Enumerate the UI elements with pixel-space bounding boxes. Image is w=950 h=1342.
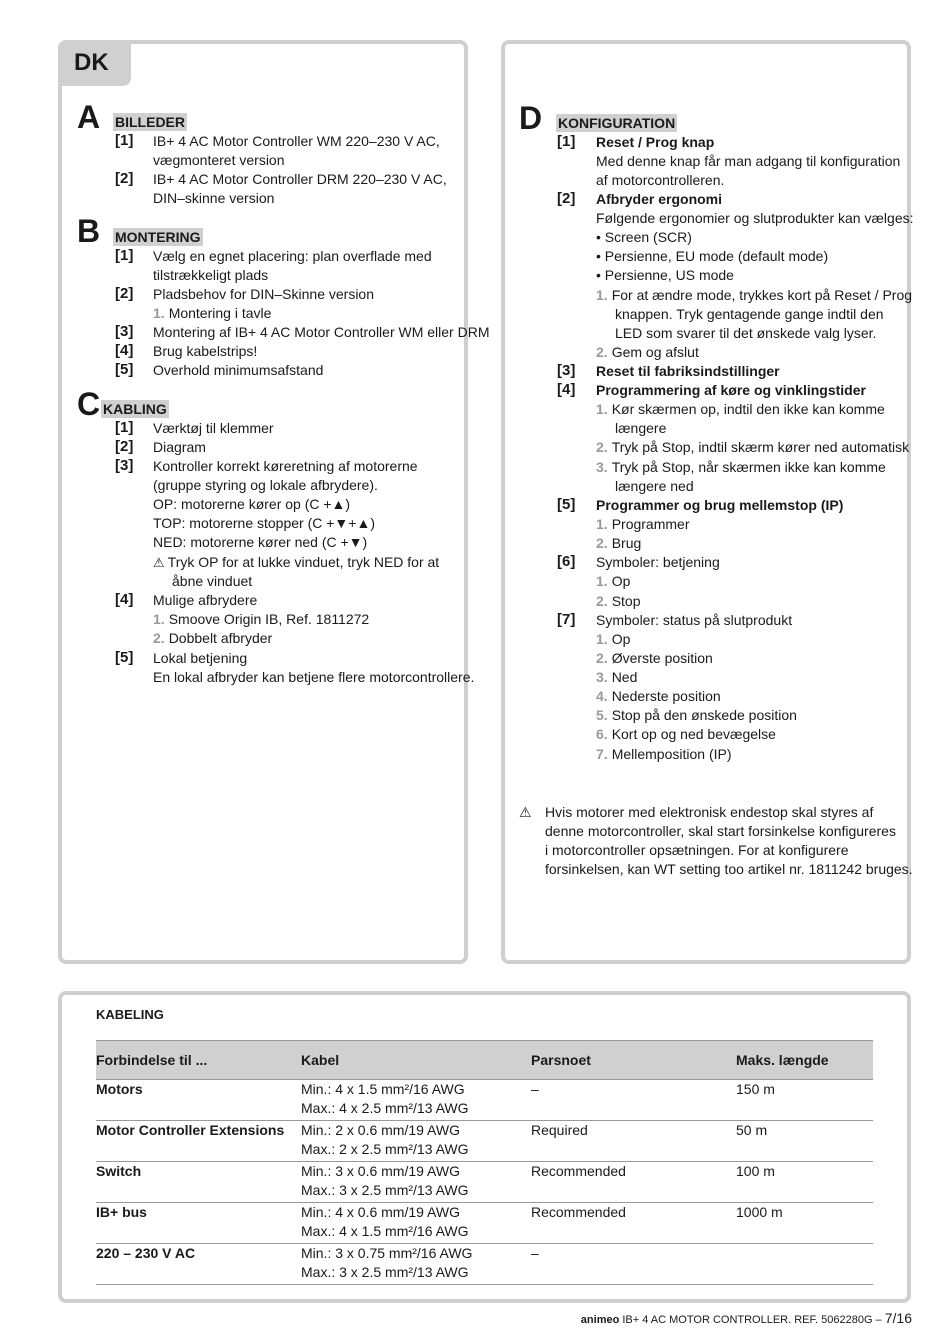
sub-text: Kort op og ned bevægelse bbox=[611, 726, 776, 742]
item-text: Symboler: betjening bbox=[596, 554, 720, 570]
item-number: [3] bbox=[557, 362, 576, 379]
footer-text: IB+ 4 AC MOTOR CONTROLLER. REF. 5062280G – bbox=[619, 1314, 885, 1326]
sub-number: 7. bbox=[596, 746, 608, 762]
sub-number: 1. bbox=[596, 516, 608, 532]
sub-item bbox=[596, 515, 689, 534]
item-text: (gruppe styring og lokale afbrydere). bbox=[153, 477, 378, 493]
table-row bbox=[96, 1080, 873, 1121]
sub-number: 2. bbox=[596, 593, 608, 609]
warning-text: Tryk OP for at lukke vinduet, tryk NED for at bbox=[167, 554, 440, 570]
table-title: KABELING bbox=[96, 1007, 164, 1022]
item-text: Overhold minimumsafstand bbox=[153, 362, 324, 378]
sub-item bbox=[153, 304, 271, 323]
cable-max: Max.: 3 x 2.5 mm²/13 AWG bbox=[301, 1182, 469, 1199]
cable-min: Min.: 2 x 0.6 mm/19 AWG bbox=[301, 1122, 460, 1138]
sub-text: Programmer bbox=[611, 516, 690, 532]
sub-number: 2. bbox=[153, 630, 165, 646]
warning-icon: ⚠ bbox=[153, 555, 165, 570]
header-cable: Kabel bbox=[301, 1041, 531, 1080]
note-text: i motorcontroller opsætningen. For at konfigurere bbox=[545, 842, 849, 858]
item-text: Følgende ergonomier og slutprodukter kan vælges: bbox=[596, 210, 914, 226]
length-cell: 150 m bbox=[736, 1080, 873, 1121]
sub-number: 1. bbox=[596, 631, 608, 647]
sub-number: 2. bbox=[596, 344, 608, 360]
item-heading: Programmering af køre og vinklingstider bbox=[596, 382, 866, 398]
length-cell: 100 m bbox=[736, 1162, 873, 1203]
cable-cell bbox=[301, 1244, 531, 1285]
section-d-title: KONFIGURATION bbox=[558, 115, 676, 131]
bullet-item: • Persienne, EU mode (default mode) bbox=[596, 248, 829, 264]
section-c-title: KABLING bbox=[103, 401, 167, 417]
item-text: tilstrækkeligt plads bbox=[153, 267, 269, 283]
sub-item bbox=[596, 725, 776, 744]
item-text: Kontroller korrekt køreretning af motorerne bbox=[153, 458, 418, 474]
cable-min: Min.: 3 x 0.6 mm/19 AWG bbox=[301, 1163, 460, 1179]
sub-item bbox=[596, 668, 637, 687]
item-number: [2] bbox=[115, 170, 134, 187]
bullet-item: • Screen (SCR) bbox=[596, 229, 692, 245]
sub-number: 4. bbox=[596, 688, 608, 704]
item-heading: Programmer og brug mellemstop (IP) bbox=[596, 497, 844, 513]
cable-min: Min.: 4 x 0.6 mm/19 AWG bbox=[301, 1204, 460, 1220]
item-heading: Reset til fabriksindstillinger bbox=[596, 363, 780, 379]
sub-text: Dobbelt afbryder bbox=[168, 630, 273, 646]
sub-text: Kør skærmen op, indtil den ikke kan komme bbox=[611, 401, 885, 417]
cable-min: Min.: 3 x 0.75 mm²/16 AWG bbox=[301, 1245, 473, 1261]
sub-item bbox=[596, 745, 732, 764]
sub-number: 2. bbox=[596, 439, 608, 455]
sub-item bbox=[596, 649, 713, 668]
sub-text: Tryk på Stop, indtil skærm kører ned automatisk bbox=[611, 439, 910, 455]
sub-number: 2. bbox=[596, 650, 608, 666]
bullet-item: • Persienne, US mode bbox=[596, 267, 734, 283]
twisted-cell: Recommended bbox=[531, 1162, 736, 1203]
connection-cell: Motor Controller Extensions bbox=[96, 1121, 301, 1162]
sub-text: Montering i tavle bbox=[168, 305, 272, 321]
warning-line bbox=[153, 553, 439, 572]
item-number: [1] bbox=[115, 247, 134, 264]
connection-cell: IB+ bus bbox=[96, 1203, 301, 1244]
cable-max: Max.: 4 x 1.5 mm²/16 AWG bbox=[301, 1223, 469, 1240]
item-text: Vælg en egnet placering: plan overflade med bbox=[153, 248, 432, 264]
item-text: IB+ 4 AC Motor Controller DRM 220–230 V AC, bbox=[153, 171, 447, 187]
sub-number: 5. bbox=[596, 707, 608, 723]
sub-item bbox=[596, 400, 885, 419]
sub-number: 1. bbox=[153, 305, 165, 321]
cable-cell bbox=[301, 1080, 531, 1121]
cable-cell bbox=[301, 1203, 531, 1244]
table-header-row bbox=[96, 1041, 873, 1080]
op-line: OP: motorerne kører op (C +▲) bbox=[153, 496, 351, 512]
section-b-title: MONTERING bbox=[115, 229, 201, 245]
header-twisted: Parsnoet bbox=[531, 1041, 736, 1080]
length-cell: 50 m bbox=[736, 1121, 873, 1162]
table-row bbox=[96, 1162, 873, 1203]
item-text: Lokal betjening bbox=[153, 650, 248, 666]
sub-number: 1. bbox=[596, 287, 608, 303]
item-text: En lokal afbryder kan betjene flere motorcontrollere. bbox=[153, 669, 475, 685]
sub-text: Gem og afslut bbox=[611, 344, 699, 360]
section-a-letter: A bbox=[77, 99, 101, 135]
item-text: vægmonteret version bbox=[153, 152, 285, 168]
sub-item bbox=[153, 629, 272, 648]
cable-cell bbox=[301, 1162, 531, 1203]
item-number: [5] bbox=[115, 361, 134, 378]
sub-item bbox=[153, 610, 369, 629]
stop-line: TOP: motorerne stopper (C +▼+▲) bbox=[153, 515, 375, 531]
twisted-cell: Recommended bbox=[531, 1203, 736, 1244]
connection-cell: Motors bbox=[96, 1080, 301, 1121]
section-b-letter: B bbox=[77, 213, 101, 249]
sub-text: knappen. Tryk gentagende gange indtil den bbox=[615, 306, 884, 322]
item-text: DIN–skinne version bbox=[153, 190, 275, 206]
connection-cell: 220 – 230 V AC bbox=[96, 1244, 301, 1285]
sub-number: 2. bbox=[596, 535, 608, 551]
sub-text: LED som svarer til det ønskede valg lyser. bbox=[615, 325, 877, 341]
sub-text: Nederste position bbox=[611, 688, 721, 704]
item-number: [1] bbox=[557, 133, 576, 150]
sub-item bbox=[596, 592, 641, 611]
sub-number: 1. bbox=[596, 573, 608, 589]
cable-max: Max.: 4 x 2.5 mm²/13 AWG bbox=[301, 1100, 469, 1117]
section-a-title: BILLEDER bbox=[115, 114, 185, 130]
sub-item bbox=[596, 458, 886, 477]
sub-item bbox=[596, 438, 909, 457]
item-text: af motorcontrolleren. bbox=[596, 172, 725, 188]
note-text: denne motorcontroller, skal start forsinkelse konfigureres bbox=[545, 823, 896, 839]
twisted-cell: – bbox=[531, 1244, 736, 1285]
sub-text: Tryk på Stop, når skærmen ikke kan komme bbox=[611, 459, 886, 475]
sub-text: Op bbox=[611, 631, 631, 647]
item-number: [1] bbox=[115, 419, 134, 436]
connection-cell: Switch bbox=[96, 1162, 301, 1203]
sub-text: Øverste position bbox=[611, 650, 713, 666]
page-footer bbox=[581, 1310, 912, 1326]
section-d-letter: D bbox=[519, 100, 543, 136]
footer-brand: animeo bbox=[580, 1314, 620, 1326]
sub-text: Smoove Origin IB, Ref. 1811272 bbox=[168, 611, 370, 627]
length-cell bbox=[736, 1244, 873, 1285]
item-number: [3] bbox=[115, 457, 134, 474]
item-number: [2] bbox=[115, 438, 134, 455]
warning-text: åbne vinduet bbox=[172, 573, 253, 589]
down-line: NED: motorerne kører ned (C +▼) bbox=[153, 534, 368, 550]
sub-text: længere bbox=[615, 420, 667, 436]
item-text: Symboler: status på slutprodukt bbox=[596, 612, 793, 628]
item-text: Brug kabelstrips! bbox=[153, 343, 258, 359]
sub-text: For at ændre mode, trykkes kort på Reset / Prog bbox=[611, 287, 913, 303]
sub-item bbox=[596, 343, 699, 362]
item-text: Diagram bbox=[153, 439, 206, 455]
sub-number: 3. bbox=[596, 459, 608, 475]
sub-text: Stop på den ønskede position bbox=[611, 707, 797, 723]
item-text: Pladsbehov for DIN–Skinne version bbox=[153, 286, 375, 302]
sub-text: Stop bbox=[611, 593, 641, 609]
note-warning-icon: ⚠ bbox=[519, 804, 532, 820]
sub-text: Ned bbox=[611, 669, 638, 685]
sub-item bbox=[596, 687, 721, 706]
cable-max: Max.: 3 x 2.5 mm²/13 AWG bbox=[301, 1264, 469, 1281]
item-text: Værktøj til klemmer bbox=[153, 420, 274, 436]
item-number: [4] bbox=[115, 591, 134, 608]
sub-number: 3. bbox=[596, 669, 608, 685]
item-number: [6] bbox=[557, 553, 576, 570]
cable-min: Min.: 4 x 1.5 mm²/16 AWG bbox=[301, 1081, 465, 1097]
language-tab: DK bbox=[58, 40, 131, 86]
item-text: Med denne knap får man adgang til konfiguration bbox=[596, 153, 901, 169]
sub-number: 1. bbox=[153, 611, 165, 627]
table-row bbox=[96, 1244, 873, 1285]
item-number: [5] bbox=[557, 496, 576, 513]
item-heading: Reset / Prog knap bbox=[596, 134, 715, 150]
length-cell: 1000 m bbox=[736, 1203, 873, 1244]
note-text: forsinkelsen, kan WT setting too artikel nr. 1811242 bruges. bbox=[545, 861, 913, 877]
sub-number: 1. bbox=[596, 401, 608, 417]
table-row bbox=[96, 1121, 873, 1162]
header-connection: Forbindelse til ... bbox=[96, 1041, 301, 1080]
item-number: [5] bbox=[115, 649, 134, 666]
cable-cell bbox=[301, 1121, 531, 1162]
section-c-letter: C bbox=[77, 386, 101, 422]
page-number: 7/16 bbox=[884, 1310, 912, 1326]
sub-item bbox=[596, 572, 630, 591]
sub-item bbox=[596, 534, 641, 553]
item-number: [4] bbox=[115, 342, 134, 359]
sub-text: Op bbox=[611, 573, 631, 589]
sub-text: Mellemposition (IP) bbox=[611, 746, 732, 762]
cable-table bbox=[96, 1040, 873, 1285]
sub-number: 6. bbox=[596, 726, 608, 742]
table-row bbox=[96, 1203, 873, 1244]
item-number: [1] bbox=[115, 132, 134, 149]
item-text: Mulige afbrydere bbox=[153, 592, 258, 608]
sub-text: Brug bbox=[611, 535, 642, 551]
sub-item bbox=[596, 706, 797, 725]
twisted-cell: – bbox=[531, 1080, 736, 1121]
sub-item bbox=[596, 630, 630, 649]
sub-text: længere ned bbox=[615, 478, 694, 494]
twisted-cell: Required bbox=[531, 1121, 736, 1162]
item-number: [7] bbox=[557, 611, 576, 628]
item-text: IB+ 4 AC Motor Controller WM 220–230 V AC, bbox=[153, 133, 440, 149]
header-max-length: Maks. længde bbox=[736, 1041, 873, 1080]
note-text: Hvis motorer med elektronisk endestop skal styres af bbox=[545, 804, 874, 820]
item-number: [2] bbox=[557, 190, 576, 207]
item-number: [4] bbox=[557, 381, 576, 398]
cable-max: Max.: 2 x 2.5 mm²/13 AWG bbox=[301, 1141, 469, 1158]
item-text: Montering af IB+ 4 AC Motor Controller WM eller DRM bbox=[153, 324, 490, 340]
item-number: [3] bbox=[115, 323, 134, 340]
item-heading: Afbryder ergonomi bbox=[596, 191, 723, 207]
item-number: [2] bbox=[115, 285, 134, 302]
sub-item bbox=[596, 286, 912, 305]
